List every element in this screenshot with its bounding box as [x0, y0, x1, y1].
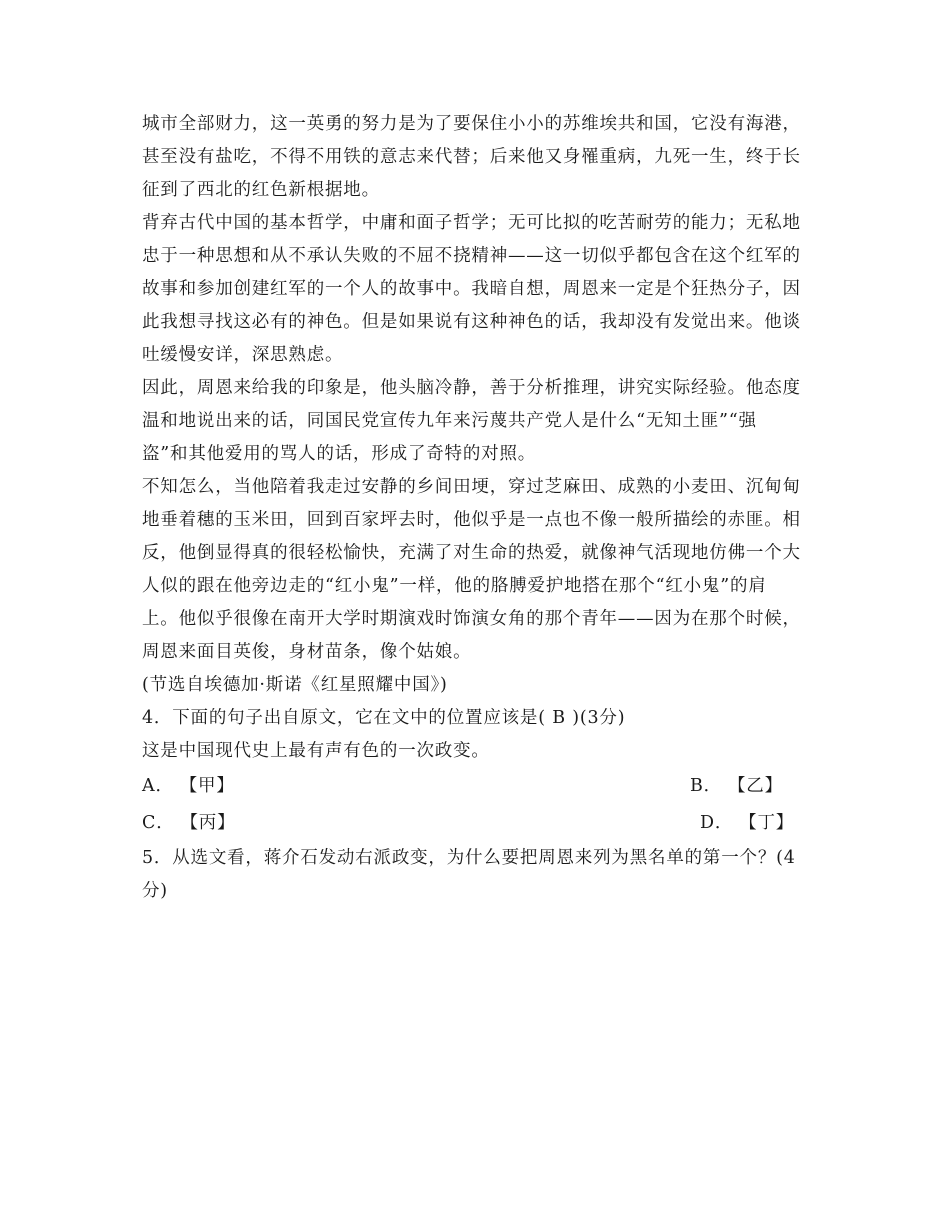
passage-line: 背弃古代中国的基本哲学，中庸和面子哲学；无可比拟的吃苦耐劳的能力；无私地 [142, 213, 801, 233]
option-b[interactable] [690, 768, 783, 805]
option-d-letter: D． [700, 813, 734, 833]
options-row-cd [142, 805, 812, 842]
passage-line: 征到了西北的红色新根据地。 [142, 180, 380, 200]
passage-source: (节选自埃德加·斯诺《红星照耀中国》) [142, 675, 448, 695]
question-5-line: 5．从选文看，蒋介石发动右派政变，为什么要把周恩来列为黑名单的第一个？(4 [142, 848, 796, 868]
passage-line: 不知怎么，当他陪着我走过安静的乡间田埂，穿过芝麻田、成熟的小麦田、沉甸甸 [142, 477, 801, 497]
options-row-ab [142, 768, 812, 805]
passage-line: 故事和参加创建红军的一个人的故事中。我暗自想，周恩来一定是个狂热分子，因 [142, 279, 801, 299]
question-4 [142, 702, 812, 842]
question-4-sentence: 这是中国现代史上最有声有色的一次政变。 [142, 741, 490, 761]
question-4-stem: 4．下面的句子出自原文，它在文中的位置应该是( B )(3分) [142, 708, 626, 728]
question-5-line: 分) [142, 881, 168, 901]
option-a-text: 【甲】 [179, 776, 235, 796]
passage [142, 108, 812, 702]
option-a[interactable] [142, 768, 235, 805]
option-a-letter: A． [142, 776, 174, 796]
passage-line: 甚至没有盐吃，不得不用铁的意志来代替；后来他又身罹重病，九死一生，终于长 [142, 147, 801, 167]
passage-line: 温和地说出来的话，同国民党宣传九年来污蔑共产党人是什么“无知土匪”“强 [142, 411, 757, 431]
passage-line: 盗”和其他爱用的骂人的话，形成了奇特的对照。 [142, 444, 537, 464]
passage-line: 因此，周恩来给我的印象是，他头脑冷静，善于分析推理，讲究实际经验。他态度 [142, 378, 801, 398]
passage-line: 地垂着穗的玉米田，回到百家坪去时，他似乎是一点也不像一般所描绘的赤匪。相 [142, 510, 801, 530]
passage-line: 周恩来面目英俊，身材苗条，像个姑娘。 [142, 642, 472, 662]
passage-line: 吐缓慢安详，深思熟虑。 [142, 345, 344, 365]
option-b-text: 【乙】 [727, 776, 783, 796]
option-d[interactable] [700, 805, 794, 842]
passage-line: 反，他倒显得真的很轻松愉快，充满了对生命的热爱，就像神气活现地仿佛一个大 [142, 543, 801, 563]
option-c-letter: C． [142, 813, 175, 833]
question-5 [142, 842, 812, 908]
option-d-text: 【丁】 [739, 813, 795, 833]
document-page [142, 108, 812, 908]
passage-line: 人似的跟在他旁边走的“红小鬼”一样，他的胳膊爱护地搭在那个“红小鬼”的肩 [142, 576, 767, 596]
passage-line: 忠于一种思想和从不承认失败的不屈不挠精神——这一切似乎都包含在这个红军的 [142, 246, 801, 266]
option-c-text: 【丙】 [180, 813, 236, 833]
option-b-letter: B． [690, 776, 722, 796]
passage-line: 上。他似乎很像在南开大学时期演戏时饰演女角的那个青年——因为在那个时候， [142, 609, 801, 629]
passage-line: 此我想寻找这必有的神色。但是如果说有这种神色的话，我却没有发觉出来。他谈 [142, 312, 801, 332]
passage-line: 城市全部财力，这一英勇的努力是为了要保住小小的苏维埃共和国，它没有海港， [142, 114, 801, 134]
option-c[interactable] [142, 805, 235, 842]
